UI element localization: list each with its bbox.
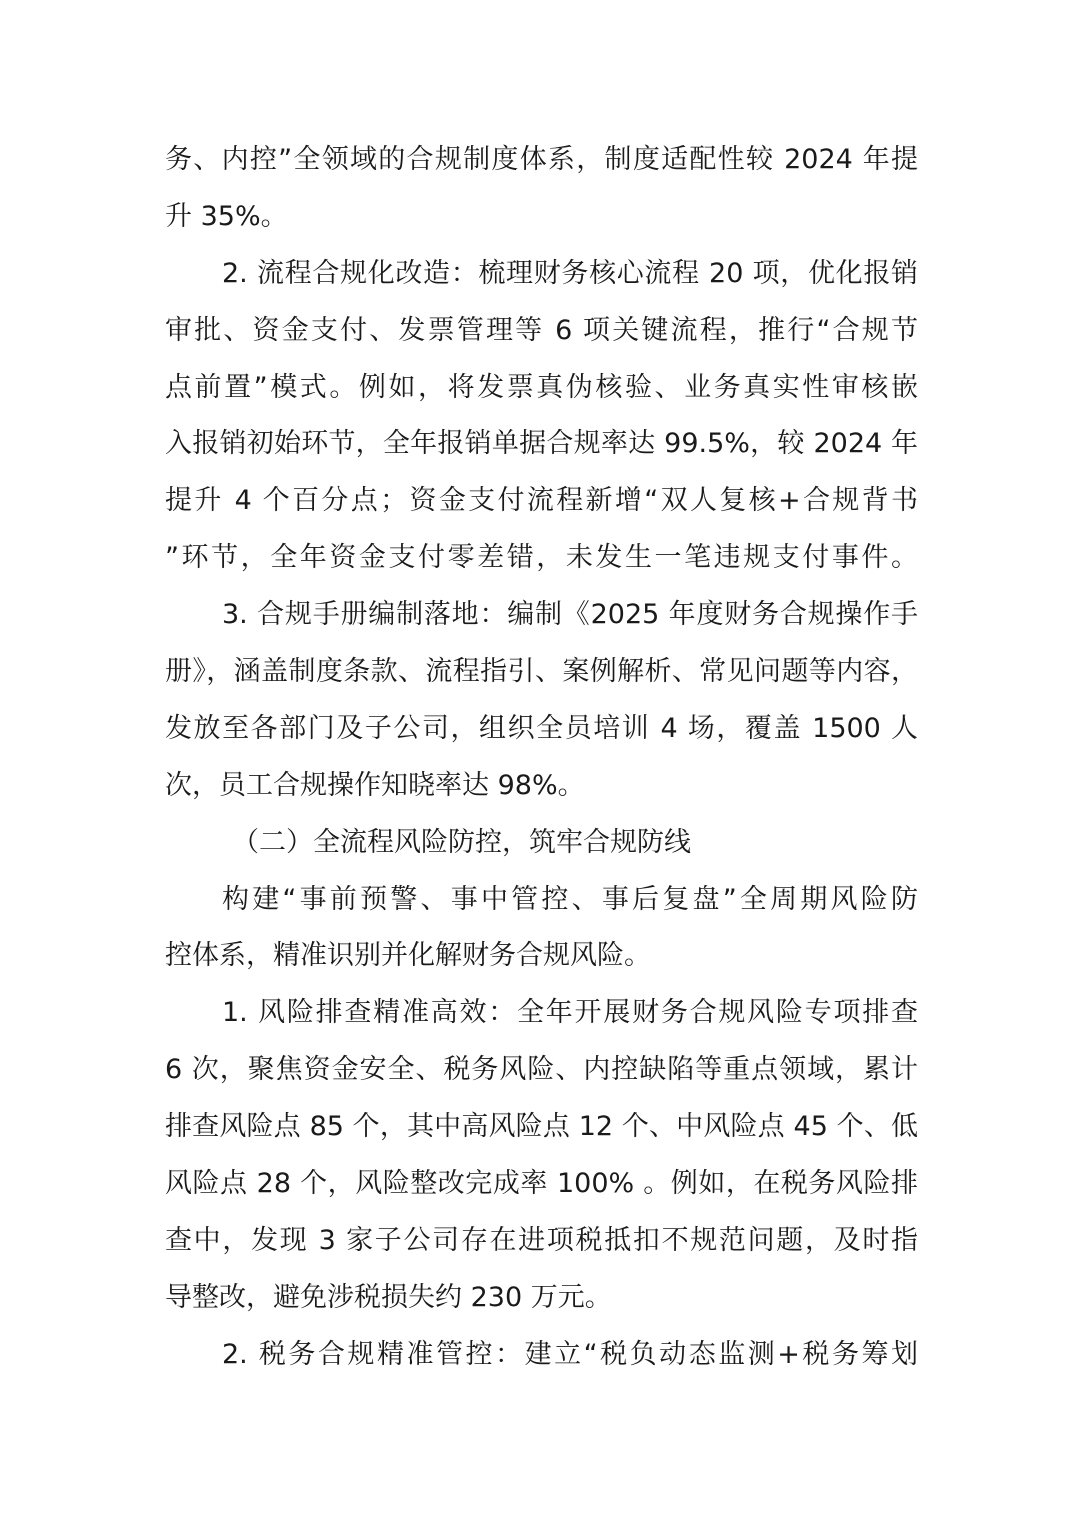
text-line: 次，员工合规操作知晓率达 98%。 (165, 769, 585, 801)
text-line: 3. 合规手册编制落地：编制《2025 年度财务合规操作手 (222, 599, 918, 631)
text-line: 发放至各部门及子公司，组织全员培训 4 场，覆盖 1500 人 (165, 712, 918, 744)
text-line: 审批、资金支付、发票管理等 6 项关键流程，推行“合规节 (165, 314, 918, 346)
text-line: 导整改，避免涉税损失约 230 万元。 (165, 1281, 612, 1313)
text-line: ”环节，全年资金支付零差错，未发生一笔违规支付事件。 (165, 542, 918, 574)
text-line: 排查风险点 85 个，其中高风险点 12 个、中风险点 45 个、低 (165, 1111, 918, 1143)
text-line: 升 35%。 (165, 200, 288, 232)
section-heading: （二）全流程风险防控，筑牢合规防线 (232, 826, 691, 858)
text-line: 册》，涵盖制度条款、流程指引、案例解析、常见问题等内容， (165, 656, 918, 688)
text-line: 风险点 28 个，风险整改完成率 100% 。例如，在税务风险排 (165, 1168, 918, 1200)
text-line: 6 次，聚焦资金安全、税务风险、内控缺陷等重点领域，累计 (165, 1054, 918, 1086)
text-line: 提升 4 个百分点；资金支付流程新增“双人复核+合规背书 (165, 485, 918, 517)
text-line: 2. 流程合规化改造：梳理财务核心流程 20 项，优化报销 (222, 257, 918, 289)
text-line: 务、内控”全领域的合规制度体系，制度适配性较 2024 年提 (165, 144, 918, 175)
text-line: 构建“事前预警、事中管控、事后复盘”全周期风险防 (222, 883, 918, 915)
text-line: 2. 税务合规精准管控：建立“税负动态监测+税务筹划 (222, 1338, 918, 1370)
text-line: 点前置”模式。例如，将发票真伪核验、业务真实性审核嵌 (165, 371, 918, 403)
text-line: 1. 风险排查精准高效：全年开展财务合规风险专项排查 (222, 997, 918, 1029)
text-line: 入报销初始环节，全年报销单据合规率达 99.5%，较 2024 年 (165, 428, 918, 460)
text-line: 控体系，精准识别并化解财务合规风险。 (165, 940, 651, 972)
text-line: 查中，发现 3 家子公司存在进项税抵扣不规范问题，及时指 (165, 1224, 918, 1256)
document-page (165, 132, 918, 1384)
